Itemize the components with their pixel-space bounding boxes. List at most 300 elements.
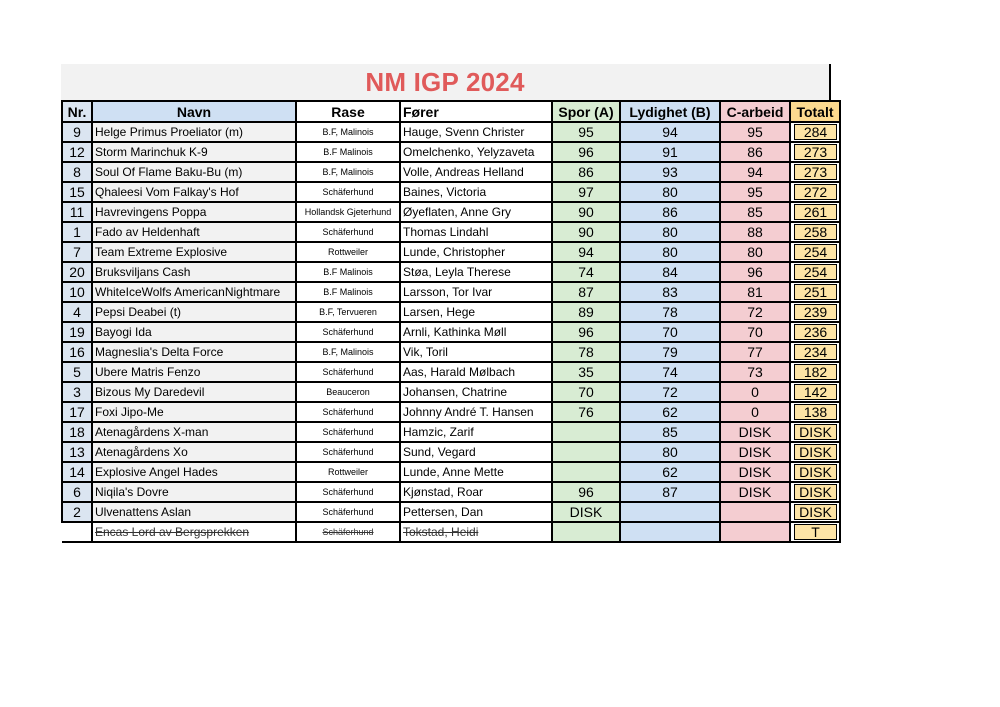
cell-race — [296, 362, 400, 382]
cell-carbeid — [720, 422, 790, 442]
cell-name-text: Encas Lord av Bergsprekken — [95, 525, 250, 539]
table-row — [62, 422, 840, 442]
cell-nr-text: 12 — [69, 144, 85, 160]
cell-spor-text: 74 — [578, 264, 594, 280]
table-row — [62, 202, 840, 222]
cell-nr-text: 2 — [73, 504, 81, 520]
cell-lydighet — [620, 202, 720, 222]
cell-handler — [400, 262, 552, 282]
cell-lydighet-text: 84 — [662, 264, 678, 280]
cell-handler — [400, 302, 552, 322]
cell-name — [92, 182, 296, 202]
table-row — [62, 502, 840, 522]
cell-total-text: T — [794, 524, 837, 540]
cell-spor — [552, 202, 620, 222]
cell-spor-text: 96 — [578, 144, 594, 160]
cell-race-text: Schäferhund — [322, 527, 374, 537]
cell-race — [296, 442, 400, 462]
cell-spor-text: 35 — [578, 364, 594, 380]
cell-nr — [62, 302, 92, 322]
cell-carbeid-text: DISK — [738, 424, 772, 440]
cell-total — [790, 402, 840, 422]
cell-handler — [400, 142, 552, 162]
cell-carbeid — [720, 262, 790, 282]
cell-total — [790, 342, 840, 362]
cell-spor — [552, 322, 620, 342]
cell-lydighet-text: 85 — [662, 424, 678, 440]
cell-handler-text: Pettersen, Dan — [403, 505, 484, 519]
cell-name — [92, 482, 296, 502]
cell-name — [92, 422, 296, 442]
cell-race-text: Beauceron — [326, 387, 370, 397]
table-row — [62, 122, 840, 142]
table-row — [62, 442, 840, 462]
cell-race — [296, 522, 400, 542]
cell-handler — [400, 342, 552, 362]
cell-total — [790, 142, 840, 162]
cell-spor-text: 86 — [578, 164, 594, 180]
cell-total — [790, 442, 840, 462]
cell-name — [92, 162, 296, 182]
cell-lydighet-text: 62 — [662, 464, 678, 480]
cell-nr — [62, 282, 92, 302]
cell-race-text: Schäferhund — [322, 187, 374, 197]
cell-lydighet — [620, 462, 720, 482]
cell-nr-text: 14 — [69, 464, 85, 480]
cell-name — [92, 122, 296, 142]
header-lydighet: Lydighet (B) — [620, 101, 720, 122]
cell-race — [296, 482, 400, 502]
cell-race-text: Schäferhund — [322, 407, 374, 417]
cell-race-text: Schäferhund — [322, 367, 374, 377]
cell-carbeid — [720, 442, 790, 462]
results-table — [61, 100, 841, 543]
table-row — [62, 262, 840, 282]
cell-race — [296, 262, 400, 282]
cell-lydighet — [620, 322, 720, 342]
cell-name-text: Ubere Matris Fenzo — [95, 365, 201, 379]
cell-total-text: 138 — [794, 404, 837, 420]
cell-spor — [552, 402, 620, 422]
cell-race — [296, 282, 400, 302]
cell-carbeid — [720, 122, 790, 142]
cell-nr-text: 15 — [69, 184, 85, 200]
cell-race — [296, 502, 400, 522]
cell-total — [790, 182, 840, 202]
table-row — [62, 242, 840, 262]
cell-lydighet — [620, 242, 720, 262]
cell-nr-text: 19 — [69, 324, 85, 340]
cell-nr-text: 4 — [73, 304, 81, 320]
cell-name — [92, 302, 296, 322]
cell-total-text: DISK — [794, 444, 837, 460]
header-spor: Spor (A) — [552, 101, 620, 122]
page-title: NM IGP 2024 — [365, 66, 525, 97]
cell-spor — [552, 482, 620, 502]
cell-race-text: Rottweiler — [327, 467, 368, 477]
cell-nr — [62, 502, 92, 522]
header-handler: Fører — [400, 101, 552, 122]
cell-lydighet — [620, 402, 720, 422]
cell-handler — [400, 242, 552, 262]
cell-nr — [62, 462, 92, 482]
cell-name-text: Niqila's Dovre — [95, 485, 169, 499]
cell-spor — [552, 122, 620, 142]
cell-total-text: 258 — [794, 224, 837, 240]
cell-total-text: DISK — [794, 504, 837, 520]
cell-nr-text: 6 — [73, 484, 81, 500]
cell-race — [296, 202, 400, 222]
cell-handler-text: Lunde, Christopher — [403, 245, 506, 259]
cell-nr-text: 1 — [73, 224, 81, 240]
cell-carbeid — [720, 482, 790, 502]
cell-total — [790, 222, 840, 242]
cell-lydighet-text: 94 — [662, 124, 678, 140]
cell-nr-text: 3 — [73, 384, 81, 400]
cell-race-text: Schäferhund — [322, 507, 374, 517]
cell-name-text: Qhaleesi Vom Falkay's Hof — [95, 185, 239, 199]
cell-nr-text: 18 — [69, 424, 85, 440]
cell-nr — [62, 122, 92, 142]
cell-nr — [62, 442, 92, 462]
cell-nr-text: 7 — [73, 244, 81, 260]
cell-spor-text: 94 — [578, 244, 594, 260]
table-row — [62, 342, 840, 362]
cell-spor-text: 76 — [578, 404, 594, 420]
cell-lydighet-text: 83 — [662, 284, 678, 300]
cell-race — [296, 462, 400, 482]
cell-lydighet — [620, 422, 720, 442]
table-row — [62, 162, 840, 182]
table-row — [62, 222, 840, 242]
cell-lydighet — [620, 262, 720, 282]
cell-total-text: 142 — [794, 384, 837, 400]
cell-spor — [552, 282, 620, 302]
cell-lydighet — [620, 362, 720, 382]
cell-lydighet — [620, 122, 720, 142]
cell-race — [296, 162, 400, 182]
cell-spor-text: 90 — [578, 204, 594, 220]
cell-spor — [552, 142, 620, 162]
cell-total — [790, 202, 840, 222]
cell-lydighet-text: 62 — [662, 404, 678, 420]
table-row — [62, 382, 840, 402]
cell-carbeid — [720, 402, 790, 422]
cell-handler-text: Aas, Harald Mølbach — [403, 365, 516, 379]
cell-total — [790, 482, 840, 502]
cell-lydighet — [620, 222, 720, 242]
cell-nr — [62, 202, 92, 222]
cell-carbeid-text: 77 — [747, 344, 763, 360]
cell-carbeid-text: 0 — [751, 404, 759, 420]
cell-nr-text: 13 — [69, 444, 85, 460]
cell-nr — [62, 222, 92, 242]
cell-carbeid — [720, 342, 790, 362]
cell-total — [790, 302, 840, 322]
cell-name — [92, 522, 296, 542]
cell-spor — [552, 362, 620, 382]
cell-race — [296, 322, 400, 342]
cell-name-text: Atenagårdens X-man — [95, 425, 209, 439]
cell-spor-text: 78 — [578, 344, 594, 360]
header-name: Navn — [92, 101, 296, 122]
cell-nr-text: 17 — [69, 404, 85, 420]
cell-nr-text: 9 — [73, 124, 81, 140]
cell-total-text: 251 — [794, 284, 837, 300]
cell-name-text: Ulvenattens Aslan — [95, 505, 192, 519]
cell-carbeid — [720, 282, 790, 302]
cell-spor — [552, 262, 620, 282]
cell-lydighet — [620, 482, 720, 502]
cell-carbeid-text: 73 — [747, 364, 763, 380]
cell-handler-text: Øyeflaten, Anne Gry — [403, 205, 512, 219]
cell-nr — [62, 182, 92, 202]
cell-race — [296, 122, 400, 142]
cell-name-text: Havrevingens Poppa — [95, 205, 207, 219]
cell-handler-text: Volle, Andreas Helland — [403, 165, 524, 179]
cell-total — [790, 382, 840, 402]
cell-race-text: Schäferhund — [322, 227, 374, 237]
cell-race — [296, 142, 400, 162]
table-row — [62, 482, 840, 502]
table-row — [62, 322, 840, 342]
cell-spor — [552, 182, 620, 202]
cell-carbeid — [720, 222, 790, 242]
cell-carbeid-text: DISK — [738, 464, 772, 480]
cell-spor — [552, 302, 620, 322]
cell-nr-text: 10 — [69, 284, 85, 300]
cell-lydighet — [620, 522, 720, 542]
cell-handler-text: Sund, Vegard — [403, 445, 476, 459]
cell-race-text: Schäferhund — [322, 327, 374, 337]
cell-race-text: B.F Malinois — [323, 267, 373, 277]
cell-nr — [62, 262, 92, 282]
cell-handler — [400, 202, 552, 222]
cell-race-text: B.F, Tervueren — [319, 307, 377, 317]
cell-race — [296, 182, 400, 202]
cell-handler — [400, 122, 552, 142]
cell-nr — [62, 402, 92, 422]
cell-handler-text: Johansen, Chatrine — [403, 385, 508, 399]
cell-carbeid-text: 85 — [747, 204, 763, 220]
cell-race-text: B.F, Malinois — [322, 347, 374, 357]
cell-lydighet — [620, 442, 720, 462]
cell-race-text: B.F, Malinois — [322, 167, 374, 177]
cell-total-text: 254 — [794, 244, 837, 260]
cell-spor — [552, 502, 620, 522]
cell-lydighet-text: 80 — [662, 224, 678, 240]
cell-race-text: Schäferhund — [322, 487, 374, 497]
table-body — [62, 122, 840, 542]
cell-handler — [400, 482, 552, 502]
cell-handler-text: Larsson, Tor Ivar — [403, 285, 493, 299]
cell-race-text: Hollandsk Gjeterhund — [304, 207, 392, 217]
cell-total — [790, 262, 840, 282]
cell-spor-text: 96 — [578, 324, 594, 340]
cell-name — [92, 442, 296, 462]
cell-name-text: Soul Of Flame Baku-Bu (m) — [95, 165, 243, 179]
cell-name-text: Bizous My Daredevil — [95, 385, 205, 399]
cell-name-text: Explosive Angel Hades — [95, 465, 218, 479]
cell-lydighet-text: 74 — [662, 364, 678, 380]
cell-name-text: Storm Marinchuk K-9 — [95, 145, 208, 159]
cell-total-text: 239 — [794, 304, 837, 320]
cell-total-text: 272 — [794, 184, 837, 200]
cell-carbeid-text: 88 — [747, 224, 763, 240]
cell-name-text: Atenagårdens Xo — [95, 445, 188, 459]
cell-race — [296, 402, 400, 422]
cell-spor — [552, 522, 620, 542]
cell-carbeid-text: 70 — [747, 324, 763, 340]
cell-spor — [552, 462, 620, 482]
cell-handler — [400, 222, 552, 242]
cell-name-text: WhiteIceWolfs AmericanNightmare — [95, 285, 281, 299]
cell-nr-text: 11 — [69, 204, 85, 220]
cell-handler-text: Thomas Lindahl — [403, 225, 489, 239]
cell-name — [92, 322, 296, 342]
cell-nr — [62, 242, 92, 262]
cell-carbeid-text: DISK — [738, 484, 772, 500]
cell-spor-text: 96 — [578, 484, 594, 500]
cell-nr — [62, 482, 92, 502]
cell-carbeid — [720, 362, 790, 382]
cell-race-text: B.F Malinois — [323, 147, 373, 157]
table-row — [62, 462, 840, 482]
cell-handler-text: Vik, Toril — [403, 345, 448, 359]
cell-handler-text: Lunde, Anne Mette — [403, 465, 504, 479]
cell-carbeid — [720, 202, 790, 222]
cell-handler — [400, 402, 552, 422]
cell-lydighet-text: 80 — [662, 244, 678, 260]
cell-total-text: DISK — [794, 464, 837, 480]
cell-handler-text: Kjønstad, Roar — [403, 485, 484, 499]
cell-total-text: 254 — [794, 264, 837, 280]
cell-lydighet — [620, 302, 720, 322]
cell-handler-text: Larsen, Hege — [403, 305, 476, 319]
cell-total — [790, 122, 840, 142]
cell-carbeid — [720, 382, 790, 402]
cell-handler-text: Hauge, Svenn Christer — [403, 125, 525, 139]
cell-total — [790, 422, 840, 442]
cell-spor — [552, 222, 620, 242]
cell-name — [92, 242, 296, 262]
cell-carbeid-text: 94 — [747, 164, 763, 180]
cell-total — [790, 362, 840, 382]
cell-name — [92, 382, 296, 402]
cell-carbeid — [720, 502, 790, 522]
cell-carbeid — [720, 522, 790, 542]
cell-nr — [62, 422, 92, 442]
cell-race-text: B.F, Malinois — [322, 127, 374, 137]
header-carbeid: C-arbeid — [720, 101, 790, 122]
cell-handler — [400, 422, 552, 442]
cell-handler-text: Støa, Leyla Therese — [403, 265, 511, 279]
cell-nr — [62, 322, 92, 342]
cell-race-text: Schäferhund — [322, 447, 374, 457]
cell-handler — [400, 502, 552, 522]
title-row — [61, 64, 831, 100]
cell-total — [790, 242, 840, 262]
cell-race — [296, 342, 400, 362]
cell-spor-text: 90 — [578, 224, 594, 240]
cell-handler-text: Tokstad, Heidi — [403, 525, 479, 539]
cell-name — [92, 142, 296, 162]
header-row — [62, 101, 840, 122]
cell-lydighet-text: 93 — [662, 164, 678, 180]
cell-lydighet-text: 80 — [662, 444, 678, 460]
table-row — [62, 182, 840, 202]
cell-total-text: 234 — [794, 344, 837, 360]
cell-handler — [400, 462, 552, 482]
header-nr: Nr. — [62, 101, 92, 122]
cell-total-text: 182 — [794, 364, 837, 380]
cell-lydighet — [620, 142, 720, 162]
cell-carbeid — [720, 322, 790, 342]
cell-lydighet-text: 70 — [662, 324, 678, 340]
cell-carbeid-text: DISK — [738, 444, 772, 460]
cell-total-text: 273 — [794, 164, 837, 180]
cell-name-text: Fado av Heldenhaft — [95, 225, 200, 239]
table-row — [62, 142, 840, 162]
cell-race — [296, 242, 400, 262]
cell-spor — [552, 242, 620, 262]
cell-handler-text: Hamzic, Zarif — [403, 425, 474, 439]
cell-spor — [552, 342, 620, 362]
cell-race — [296, 222, 400, 242]
cell-nr — [62, 142, 92, 162]
table-row — [62, 522, 840, 542]
cell-handler — [400, 522, 552, 542]
cell-carbeid-text: 95 — [747, 124, 763, 140]
cell-handler — [400, 442, 552, 462]
cell-name-text: Magneslia's Delta Force — [95, 345, 224, 359]
cell-name-text: Helge Primus Proeliator (m) — [95, 125, 244, 139]
cell-handler — [400, 382, 552, 402]
cell-spor-text: 89 — [578, 304, 594, 320]
cell-nr-text: 20 — [69, 264, 85, 280]
cell-lydighet-text: 79 — [662, 344, 678, 360]
cell-race-text: Schäferhund — [322, 427, 374, 437]
cell-lydighet-text: 91 — [662, 144, 678, 160]
cell-handler-text: Omelchenko, Yelyzaveta — [403, 145, 535, 159]
cell-handler — [400, 162, 552, 182]
cell-name — [92, 362, 296, 382]
cell-lydighet — [620, 342, 720, 362]
cell-name-text: Foxi Jipo-Me — [95, 405, 164, 419]
cell-carbeid-text: 0 — [751, 384, 759, 400]
cell-handler — [400, 282, 552, 302]
cell-total-text: 261 — [794, 204, 837, 220]
cell-lydighet — [620, 182, 720, 202]
cell-spor-text: 97 — [578, 184, 594, 200]
cell-spor-text: DISK — [569, 504, 603, 520]
cell-lydighet-text: 87 — [662, 484, 678, 500]
cell-handler — [400, 182, 552, 202]
cell-race-text: B.F Malinois — [323, 287, 373, 297]
cell-race — [296, 302, 400, 322]
cell-total-text: 273 — [794, 144, 837, 160]
cell-total-text: 284 — [794, 124, 837, 140]
cell-carbeid — [720, 242, 790, 262]
cell-carbeid-text: 95 — [747, 184, 763, 200]
cell-race — [296, 382, 400, 402]
table-row — [62, 362, 840, 382]
cell-spor — [552, 162, 620, 182]
table-row — [62, 302, 840, 322]
cell-name — [92, 462, 296, 482]
cell-carbeid-text: 81 — [747, 284, 763, 300]
table-row — [62, 282, 840, 302]
